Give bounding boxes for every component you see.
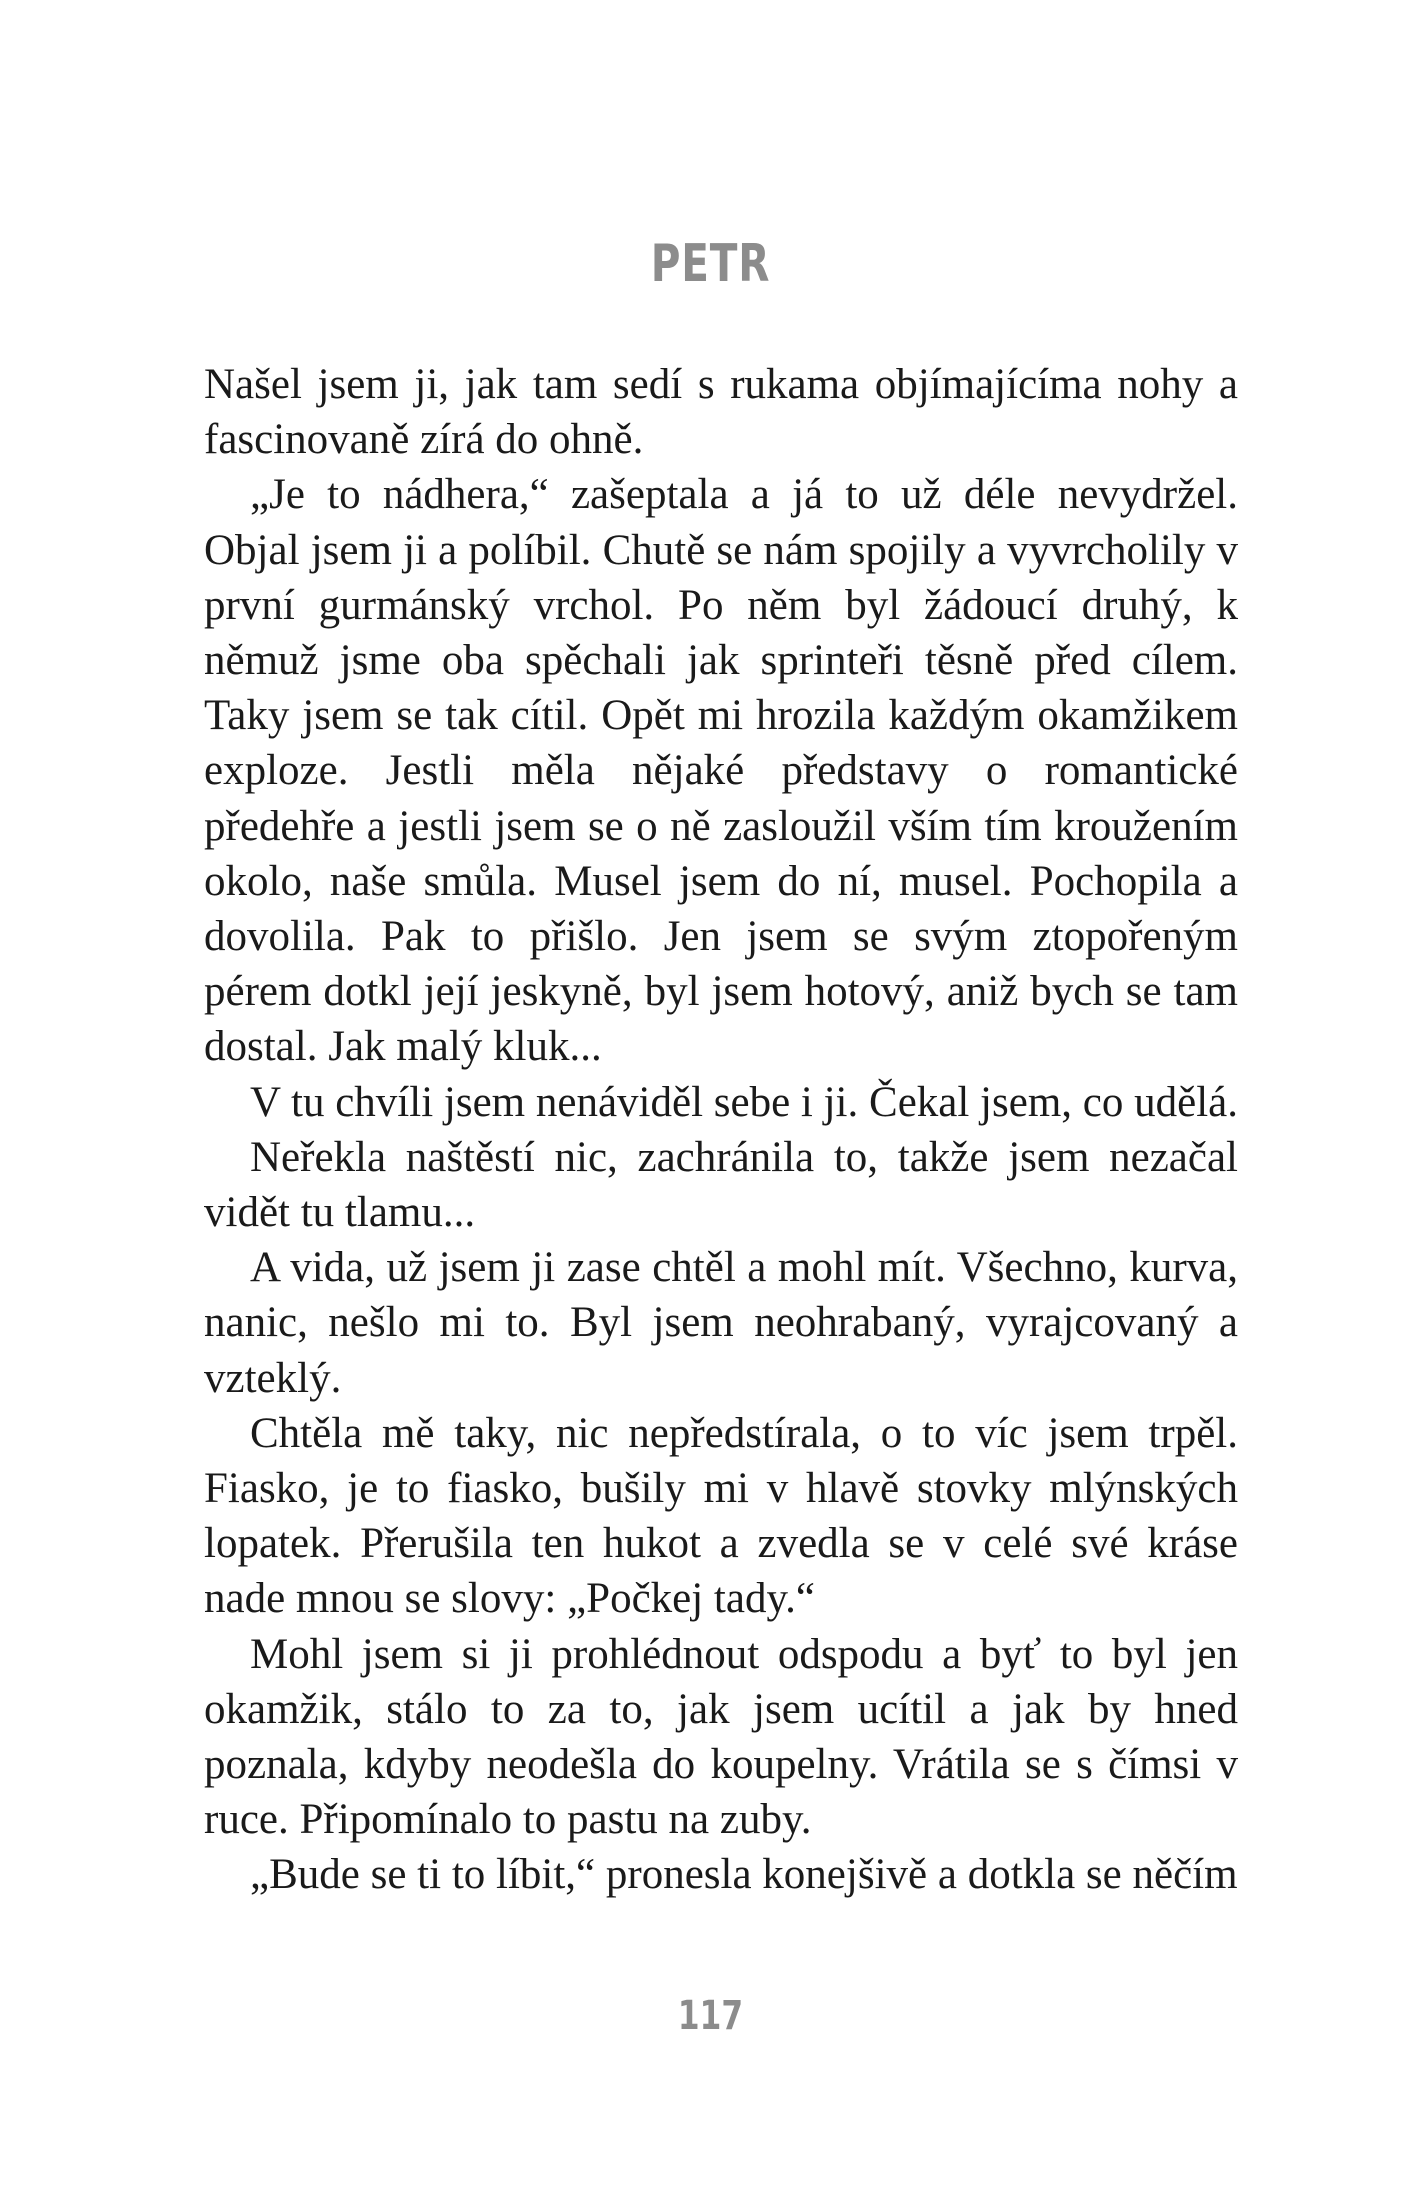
paragraph-1: Našel jsem ji, jak tam sedí s rukama objímajícíma nohy a fascinovaně zírá do ohně.	[204, 361, 1238, 464]
paragraph-2: „Je to nádhera,“ zašeptala a já to už déle nevydržel. Objal jsem ji a políbil. Chutě se nám spojily a vyvrcholily v první gurmánský vrchol. Po něm byl žádoucí druhý, k němuž jsme oba spěchali jak sprinteři těsně před cílem. Taky jsem se tak cítil. Opět mi hrozila každým okamžikem exploze. Jestli měla nějaké představy o romantické předehře a jestli jsem se o ně zasloužil vším tím kroužením okolo, naše smůla. Musel jsem do ní, musel. Pochopila a dovolila. Pak to přišlo. Jen jsem se svým ztopořeným pérem dotkl její jeskyně, byl jsem hotový, aniž bych se tam dostal. Jak malý kluk...	[204, 471, 1238, 1071]
paragraph-6: Chtěla mě taky, nic nepředstírala, o to víc jsem trpěl. Fiasko, je to fiasko, bušily mi v hlavě stovky mlýnských lopatek. Přerušila ten hukot a zvedla se v celé své kráse nade mnou se slovy: „Počkej tady.“	[204, 1409, 1238, 1623]
paragraph-4: Neřekla naštěstí nic, zachránila to, takže jsem nezačal vidět tu tlamu...	[204, 1133, 1238, 1237]
chapter-title: PETR	[650, 234, 771, 294]
paragraph-7: Mohl jsem si ji prohlédnout odspodu a byť to byl jen okamžik, stálo to za to, jak jsem ucítil a jak by hned poznala, kdyby neodešla do koupelny. Vrátila se s čímsi v ruce. Připomínalo to pastu na zuby.	[204, 1630, 1238, 1844]
paragraph-5: A vida, už jsem ji zase chtěl a mohl mít. Všechno, kurva, nanic, nešlo mi to. Byl jsem neohrabaný, vyrajcovaný a vzteklý.	[204, 1244, 1238, 1402]
body-text	[204, 357, 1238, 1903]
paragraph-3: V tu chvíli jsem nenáviděl sebe i ji. Čekal jsem, co udělá.	[250, 1078, 1238, 1126]
paragraph-8: „Bude se ti to líbit,“ pronesla konejšivě a dotkla se něčím	[250, 1851, 1238, 1899]
page-number: 117	[677, 1993, 744, 2039]
